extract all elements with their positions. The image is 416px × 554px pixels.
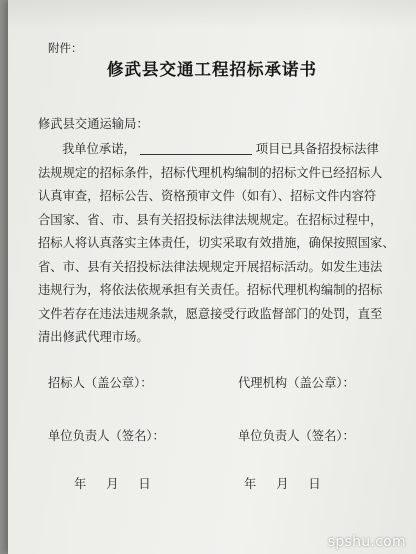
body-line-1-suffix: 项目已具备招投标法律 [255, 142, 379, 156]
page-shadow [8, 0, 416, 30]
body-line: 清出修武代理市场。 [38, 330, 149, 344]
tenderer-date: 年 月 日 [74, 477, 159, 491]
attachment-label: 附件： [48, 41, 83, 55]
tenderer-seal-label: 招标人（盖公章）： [48, 376, 153, 390]
body-line: 违规行为，将依法依规承担有关责任。招标代理机构编制的招标 [38, 283, 383, 297]
body-line: 省、市、县有关招投标法律法规规定开展招标活动。如发生违法 [38, 259, 383, 274]
body-line: 文件若存在违法违规条款，愿意接受行政监督部门的处罚，直至 [38, 306, 383, 321]
agency-seal-label: 代理机构（盖公章）： [238, 376, 355, 390]
document-title: 修武县交通工程招标承诺书 [107, 60, 317, 79]
project-name-blank [140, 140, 252, 155]
body-line-1 [38, 138, 400, 162]
tenderer-leader-signature-label: 单位负责人（签名）： [48, 429, 165, 443]
body-line: 合国家、省、市、县有关招投标法律法规规定。在招标过程中， [38, 212, 383, 227]
body-line-1-prefix: 我单位承诺， [62, 142, 136, 156]
body-line: 招标人将认真落实主体责任，切实采取有效措施，确保按照国家、 [38, 236, 395, 250]
body-line: 法规规定的招标条件，招标代理机构编制的招标文件已经招标人 [38, 165, 383, 180]
body-line: 认真审查，招标公告、资格预审文件（如有）、招标文件内容符 [38, 189, 377, 203]
site-watermark: spshu.com [327, 534, 406, 550]
commitment-body [38, 138, 400, 350]
agency-date: 年 月 日 [244, 477, 329, 491]
addressee: 修武县交通运输局： [38, 117, 149, 131]
document-page [8, 0, 416, 554]
agency-leader-signature-label: 单位负责人（签名）： [238, 429, 355, 443]
